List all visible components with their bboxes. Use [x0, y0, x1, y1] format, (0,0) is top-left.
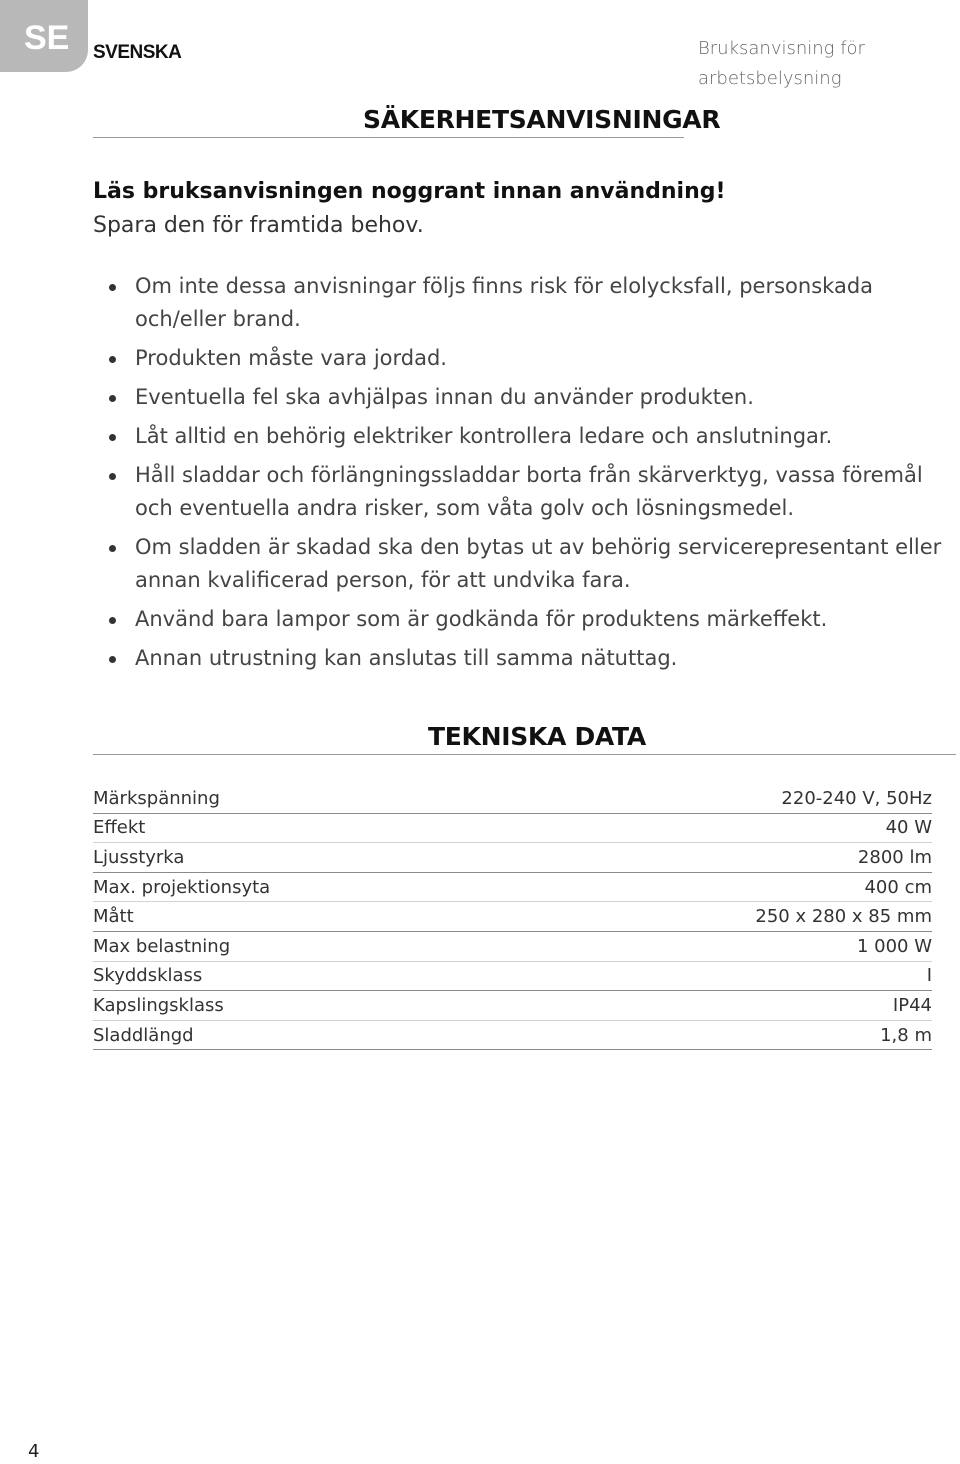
spec-value: IP44 [892, 994, 932, 1016]
document-subtitle: Bruksanvisning för arbetsbelysning [698, 38, 865, 89]
safety-heading: SÄKERHETSANVISNINGAR [363, 105, 721, 134]
table-row [93, 872, 932, 902]
safety-item [93, 531, 955, 597]
spec-label: Effekt [93, 817, 146, 839]
language-name: SVENSKA [93, 42, 182, 63]
spec-label: Ljusstyrka [93, 846, 185, 868]
table-row [93, 843, 932, 873]
bullet-icon [109, 473, 116, 480]
spec-value: 40 W [885, 817, 932, 839]
spec-value: 220-240 V, 50Hz [781, 787, 932, 809]
safety-item [93, 342, 955, 375]
safety-item-text: Använd bara lampor som är godkända för produktens märkeffekt. [135, 607, 828, 631]
table-row [93, 813, 932, 843]
spec-value: 1 000 W [856, 935, 932, 957]
spec-label: Max belastning [93, 935, 231, 957]
safety-list [93, 270, 955, 681]
safety-item-text: Annan utrustning kan anslutas till samma nätuttag. [135, 646, 678, 670]
safety-heading-rule [93, 137, 684, 138]
safety-intro-plain: Spara den för framtida behov. [93, 213, 424, 238]
spec-value: 2800 lm [857, 846, 932, 868]
safety-item-text: Om sladden är skadad ska den bytas ut av behörig servicerepresentant eller annan kvalificerad person, för att undvika fara. [135, 535, 942, 592]
table-row [93, 902, 932, 932]
table-row [93, 1020, 932, 1050]
bullet-icon [109, 545, 116, 552]
bullet-icon [109, 356, 116, 363]
safety-item-text: Eventuella fel ska avhjälpas innan du använder produkten. [135, 385, 754, 409]
spec-label: Max. projektionsyta [93, 876, 271, 898]
safety-intro [93, 175, 726, 243]
language-tab: SE [0, 0, 88, 72]
tech-data-table [93, 784, 932, 1050]
table-row [93, 991, 932, 1021]
safety-item [93, 459, 955, 525]
safety-item [93, 381, 955, 414]
safety-item-text: Produkten måste vara jordad. [135, 346, 447, 370]
tech-heading: TEKNISKA DATA [428, 722, 646, 751]
table-row [93, 931, 932, 961]
tech-heading-rule [93, 754, 956, 755]
spec-label: Sladdlängd [93, 1024, 194, 1046]
spec-value: 250 x 280 x 85 mm [755, 906, 932, 928]
safety-item-text: Håll sladdar och förlängningssladdar borta från skärverktyg, vassa föremål och eventuella andra risker, som våta golv och lösningsmedel. [135, 463, 923, 520]
safety-item [93, 642, 955, 675]
spec-value: I [926, 965, 932, 987]
bullet-icon [109, 395, 116, 402]
safety-item [93, 420, 955, 453]
bullet-icon [109, 284, 116, 291]
safety-item [93, 270, 955, 336]
bullet-icon [109, 617, 116, 624]
spec-label: Kapslingsklass [93, 994, 224, 1016]
bullet-icon [109, 656, 116, 663]
safety-item-text: Om inte dessa anvisningar följs finns risk för elolycksfall, personskada och/eller brand. [135, 274, 874, 331]
safety-item-text: Låt alltid en behörig elektriker kontrollera ledare och anslutningar. [135, 424, 833, 448]
table-row [93, 784, 932, 813]
bullet-icon [109, 434, 116, 441]
page-number: 4 [28, 1441, 40, 1462]
spec-value: 1,8 m [880, 1024, 932, 1046]
spec-label: Skyddsklass [93, 965, 203, 987]
spec-value: 400 cm [864, 876, 932, 898]
safety-intro-bold: Läs bruksanvisningen noggrant innan användning! [93, 179, 726, 204]
safety-item [93, 603, 955, 636]
spec-label: Märkspänning [93, 787, 220, 809]
table-row [93, 961, 932, 991]
spec-label: Mått [93, 906, 134, 928]
